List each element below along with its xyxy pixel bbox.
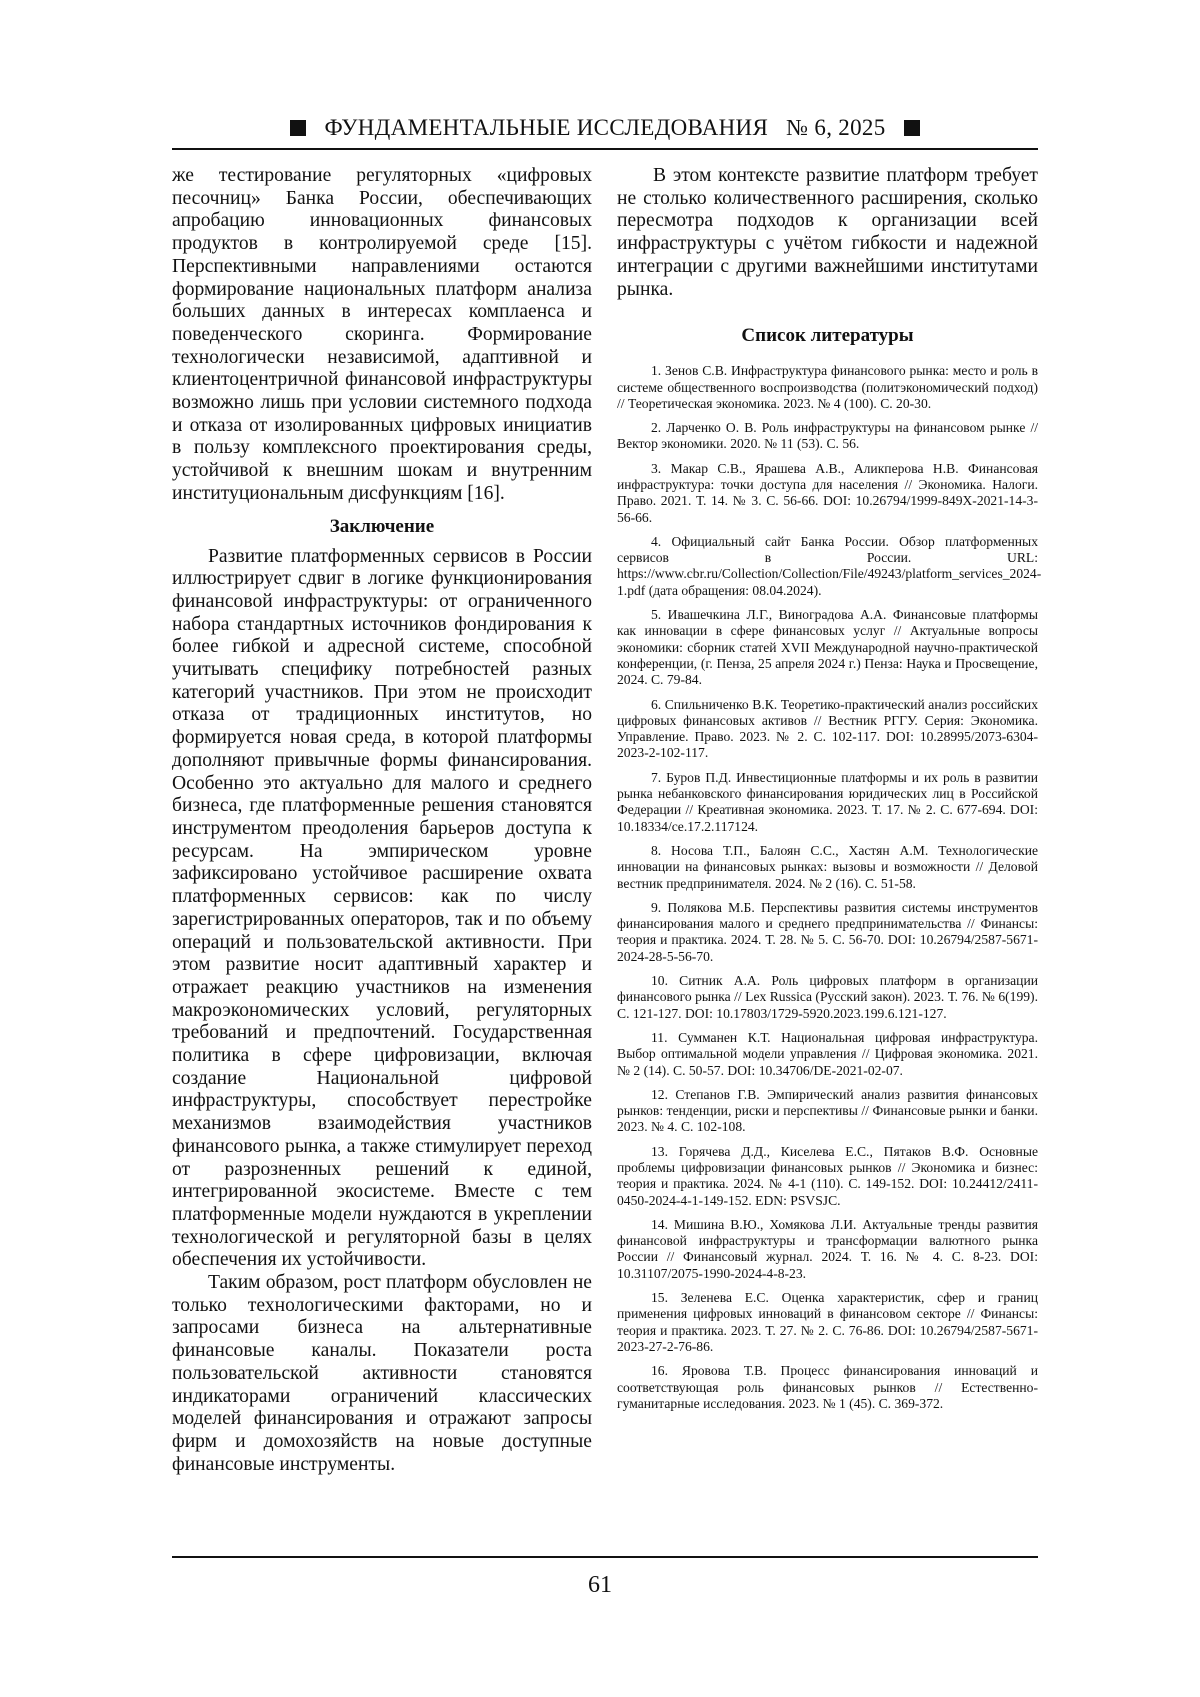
reference-item: 13. Горячева Д.Д., Киселева Е.С., Пятаков В.Ф. Основные проблемы цифровизации финансовых рынков // Экономика и бизнес: теория и практика. 2024. № 4-1 (110). С. 149-152. DOI: 10.24412/2411-0450-2024-4-1-149-152. EDN: PSVSJC. — [617, 1143, 1038, 1208]
references-heading: Список литературы — [741, 325, 914, 347]
reference-item: 7. Буров П.Д. Инвестиционные платформы и их роль в развитии рынка небанковского финансирования юридических лиц в Российской Федерации // Креативная экономика. 2023. Т. 17. № 2. С. 677-694. DOI: 10.18334/ce.17.2.117124. — [617, 769, 1038, 834]
issue-number: № 6, 2025 — [786, 115, 886, 140]
reference-item: 12. Степанов Г.В. Эмпирический анализ развития финансовых рынков: тенденции, риски и перспективы // Финансовые рынки и банки. 2023. № 4. С. 102-108. — [617, 1086, 1038, 1135]
reference-item: 5. Ивашечкина Л.Г., Виноградова А.А. Финансовые платформы как инновации в сфере финансовых услуг // Актуальные вопросы экономики: сборник статей XVII Международной научно-практической конференции, (г. Пенза, 25 апреля 2024 г.) Пенза: Наука и Просвещение, 2024. С. 79-84. — [617, 607, 1038, 688]
section-heading-conclusion: Заключение — [329, 515, 435, 537]
header-divider — [172, 148, 1038, 150]
square-bullet-icon — [904, 120, 920, 136]
body-paragraph: Таким образом, рост платформ обусловлен не только технологическими факторами, но и запросами бизнеса на альтернативные финансовые каналы. Показатели роста пользовательской активности становятся индикаторами ограничений классических моделей финансирования и отражают запросы фирм и домохозяйств на новые доступные финансовые инструменты. — [172, 1272, 592, 1475]
reference-list — [617, 363, 1042, 1412]
reference-item: 9. Полякова М.Б. Перспективы развития системы инструментов финансирования малого и среднего предпринимательства // Финансы: теория и практика. 2024. Т. 28. № 5. С. 56-70. DOI: 10.26794/2587-5671-2024-28-5-56-70. — [617, 899, 1038, 964]
page-number: 61 — [588, 1572, 612, 1598]
running-header — [172, 113, 1038, 143]
reference-item: 15. Зеленева Е.С. Оценка характеристик, сфер и границ применения цифровых инноваций в финансовом секторе // Финансы: теория и практика. 2023. Т. 27. № 2. С. 76-86. DOI: 10.26794/2587-5671-2023-27-2-76-86. — [617, 1290, 1038, 1354]
body-paragraph: же тестирование регуляторных «цифровых песочниц» Банка России, обеспечивающих апробацию инновационных финансовых продуктов в контролируемой среде [15]. Перспективными направлениями остаются формирование национальных платформ анализа больших данных в интересах комплаенса и поведенческого скоринга. Формирование технологически независимой, адаптивной и клиентоцентричной финансовой инфраструктуры возможно лишь при условии системного подхода и отказа от изолированных цифровых инициатив в пользу комплексного проектирования среды, устойчивой к внешним шокам и внутренним институциональным дисфункциям [16]. — [172, 165, 592, 504]
reference-item: 8. Носова Т.П., Балоян С.С., Хастян А.М. Технологические инновации на финансовых рынках: вызовы и возможности // Деловой вестник предпринимателя. 2024. № 2 (16). С. 51-58. — [617, 842, 1038, 891]
reference-item: 1. Зенов С.В. Инфраструктура финансового рынка: место и роль в системе общественного воспроизводства (политэкономический подход) // Теоретическая экономика. 2023. № 4 (100). С. 20-30. — [617, 363, 1038, 411]
reference-item: 10. Ситник А.А. Роль цифровых платформ в организации финансового рынка // Lex Russica (Русский закон). 2023. Т. 76. № 6(199). С. 121-127. DOI: 10.17803/1729-5920.2023.199.6.121-127. — [617, 973, 1038, 1021]
footer-divider — [172, 1556, 1038, 1558]
reference-item: 4. Официальный сайт Банка России. Обзор платформенных сервисов в России. URL: https://www.cbr.ru/Collection/Collection/File/49243/platform_services_2024-1.pdf (дата обращения: 08.04.2024). — [617, 533, 1042, 598]
square-bullet-icon — [290, 120, 306, 136]
body-paragraph: Развитие платформенных сервисов в России иллюстрирует сдвиг в логике функционирования финансовой инфраструктуры: от ограниченного набора стандартных источников фондирования к более гибкой и адресной системе, способной учитывать специфику потребностей разных категорий участников. При этом не происходит отказа от традиционных институтов, но формируется новая среда, в которой платформы дополняют привычные формы финансирования. Особенно это актуально для малого и среднего бизнеса, где платформенные решения становятся инструментом преодоления барьеров доступа к ресурсам. На эмпирическом уровне зафиксировано устойчивое расширение охвата платформенных сервисов: как по числу зарегистрированных операторов, так и по объему операций и пользовательской активности. При этом развитие носит адаптивный характер и отражает реакцию участников на изменения макроэкономических условий, регуляторных требований и предпочтений. Государственная политика в сфере цифровизации, включая создание Национальной цифровой инфраструктуры, способствует перестройке механизмов взаимодействия участников финансового рынка, а также стимулирует переход от разрозненных решений к единой, интегрированной экосистеме. Вместе с тем платформенные модели нуждаются в укреплении технологической и регуляторной базы в целях обеспечения их устойчивости. — [172, 545, 592, 1271]
body-paragraph: В этом контексте развитие платформ требует не столько количественного расширения, сколько пересмотра подходов к организации всей инфраструктуры с учётом гибкости и надежной интеграции с другими важнейшими институтами рынка. — [617, 165, 1038, 300]
journal-title: ФУНДАМЕНТАЛЬНЫЕ ИССЛЕДОВАНИЯ — [324, 115, 769, 140]
reference-item: 3. Макар С.В., Ярашева А.В., Аликперова Н.В. Финансовая инфраструктура: точки доступа для населения // Экономика. Налоги. Право. 2021. Т. 14. № 3. С. 56-66. DOI: 10.26794/1999-849X-2021-14-3-56-66. — [617, 460, 1038, 525]
reference-item: 14. Мишина В.Ю., Хомякова Л.И. Актуальные тренды развития финансовой инфраструктуры и трансформации валютного рынка России // Финансовый журнал. 2024. Т. 16. № 4. С. 8-23. DOI: 10.31107/2075-1990-2024-4-8-23. — [617, 1216, 1038, 1281]
left-column — [172, 165, 592, 1476]
reference-item: 2. Ларченко О. В. Роль инфраструктуры на финансовом рынке // Вектор экономики. 2020. № 11 (53). С. 56. — [617, 420, 1038, 452]
reference-item: 6. Спильниченко В.К. Теоретико-практический анализ российских цифровых финансовых активов // Вестник РГГУ. Серия: Экономика. Управление. Право. 2023. № 2. С. 102-117. DOI: 10.28995/2073-6304-2023-2-102-117. — [617, 696, 1038, 761]
reference-item: 11. Сумманен К.Т. Национальная цифровая инфраструктура. Выбор оптимальной модели управления // Цифровая экономика. 2021. № 2 (14). С. 50-57. DOI: 10.34706/DE-2021-02-07. — [617, 1029, 1038, 1078]
right-column — [617, 165, 1042, 1420]
reference-item: 16. Яровова Т.В. Процесс финансирования инноваций и соответствующая роль финансовых рынков // Естественно-гуманитарные исследования. 2023. № 1 (45). С. 369-372. — [617, 1363, 1038, 1411]
